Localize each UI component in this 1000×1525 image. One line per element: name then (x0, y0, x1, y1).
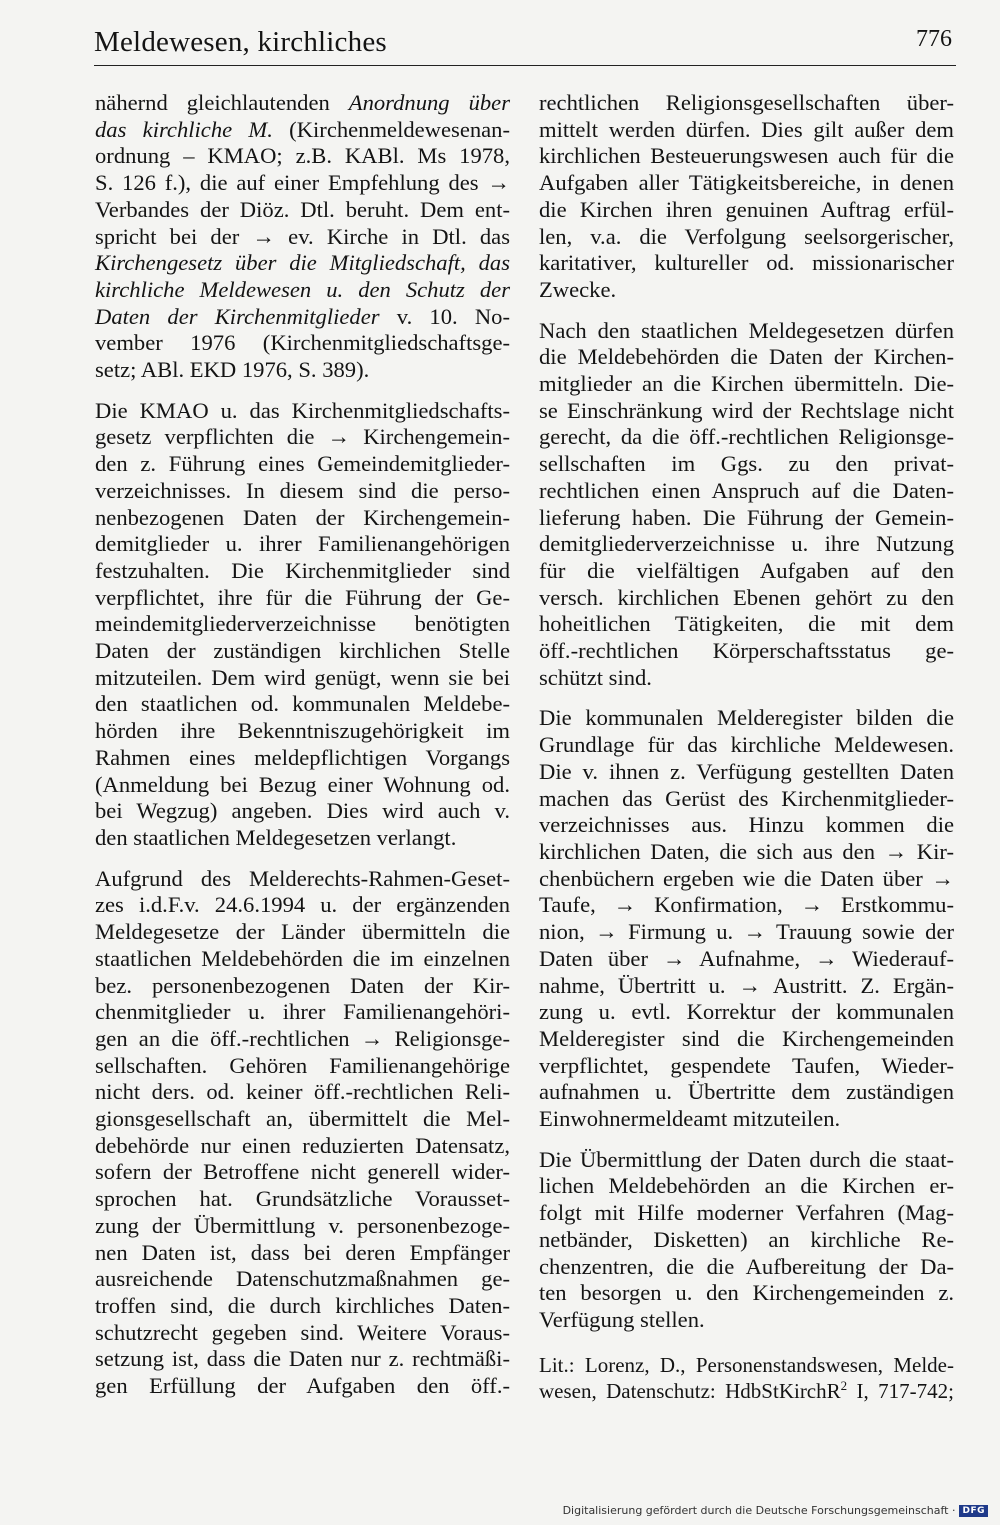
text-line: festzuhalten. Die Kirchenmitglieder sind (95, 557, 510, 583)
text-line: hörden ihre Bekenntniszugehörigkeit im (95, 718, 510, 744)
left-paragraph-3 (95, 866, 510, 1400)
text-line: Nach den staatlichen Meldegesetzen dürfen (539, 317, 954, 343)
text-line: Rahmen eines meldepflichtigen Vorgangs (95, 744, 510, 770)
digitization-footer (563, 1504, 988, 1517)
text-line: setzung ist, dass die Daten nur z. rechtmäßi- (95, 1346, 510, 1372)
running-title: Meldewesen, kirchliches (94, 26, 387, 58)
text-line: aufnahmen u. Übertritte dem zuständigen (539, 1079, 954, 1105)
text-line: Verfügung stellen. (539, 1306, 705, 1332)
text-line: Aufgrund des Melderechts-Rahmen-Geset- (95, 865, 510, 891)
text-line: staatlichen Meldebehörden die im einzelnen (95, 945, 510, 971)
text-line: spricht bei der → ev. Kirche in Dtl. das (95, 223, 510, 249)
text-line: ten besorgen u. den Kirchengemeinden z. (539, 1280, 954, 1306)
text-line: für die vielfältigen Aufgaben auf den (539, 557, 954, 583)
text-line: ausreichende Datenschutzmaßnahmen ge- (95, 1266, 510, 1292)
text-line: zes i.d.F.v. 24.6.1994 u. der ergänzenden (95, 892, 510, 918)
text-line: bei Wegzug) angeben. Dies wird auch v. (95, 798, 510, 824)
text-line: lieferung haben. Die Führung der Gemein- (539, 504, 954, 530)
text-line: sofern der Betroffene nicht generell wider- (95, 1159, 510, 1185)
right-paragraph-3 (539, 705, 954, 1132)
dfg-logo: DFG (959, 1505, 988, 1517)
text-line: machen das Gerüst des Kirchenmitglieder- (539, 785, 954, 811)
text-line: demitgliederverzeichnisse u. ihre Nutzung (539, 531, 954, 557)
text-line: kirchlichen Daten, die sich aus den → Kir- (539, 838, 954, 864)
text-line: gerecht, da die öff.-rechtlichen Religionsge- (539, 424, 954, 450)
text-line: versch. kirchlichen Ebenen gehört zu den (539, 584, 954, 610)
text-line: kirchliche Meldewesen u. den Schutz der (95, 276, 510, 302)
text-line: verzeichnisses. In diesem sind die perso- (95, 477, 510, 503)
text-line: nion, → Firmung u. → Trauung sowie der (539, 919, 954, 945)
text-line: Einwohnermeldeamt mitzuteilen. (539, 1106, 841, 1132)
text-line: Daten über → Aufnahme, → Wiederauf- (539, 945, 954, 971)
left-paragraph-1 (95, 90, 510, 384)
text-line: vember 1976 (Kirchenmitgliedschaftsge- (95, 330, 510, 356)
text-line: Die v. ihnen z. Verfügung gestellten Daten (539, 758, 954, 784)
text-line: die Meldebehörden die Daten der Kirchen- (539, 344, 954, 370)
text-line: verpflichtet, gespendete Taufen, Wieder- (539, 1052, 954, 1078)
right-paragraph-2 (539, 318, 954, 692)
text-line: mitzuteilen. Dem wird genügt, wenn sie bei (95, 664, 510, 690)
text-line: sellschaften im Ggs. zu den privat- (539, 451, 954, 477)
text-line: hoheitlichen Tätigkeiten, die mit dem (539, 611, 954, 637)
text-line: sellschaften. Gehören Familienangehörige (95, 1052, 510, 1078)
text-line: (Anmeldung bei Bezug einer Wohnung od. (95, 771, 510, 797)
text-line: Grundlage für das kirchliche Meldewesen. (539, 732, 954, 758)
text-line: gionsgesellschaft an, übermittelt die Mel- (95, 1106, 510, 1132)
text-line: zung u. evtl. Korrektur der kommunalen (539, 999, 954, 1025)
text-line: den staatlichen Meldegesetzen verlangt. (95, 824, 457, 850)
text-line: nen Daten ist, dass bei deren Empfänger (95, 1239, 510, 1265)
text-line: se Einschränkung wird der Rechtslage nicht (539, 397, 954, 423)
text-line: verzeichnisses aus. Hinzu kommen die (539, 812, 954, 838)
text-line: schutzrecht gegeben sind. Weitere Voraus- (95, 1319, 510, 1345)
text-line: nahme, Übertritt u. → Austritt. Z. Ergän- (539, 972, 954, 998)
text-line: sprochen hat. Grundsätzliche Vorausset- (95, 1186, 510, 1212)
text-line: Lit.: Lorenz, D., Personenstandswesen, Melde- (539, 1352, 954, 1377)
text-line: kirchlichen Besteuerungswesen auch für die (539, 143, 954, 169)
literature-reference (539, 1352, 954, 1404)
text-line: verpflichtet, ihre für die Führung der Ge- (95, 584, 510, 610)
text-line: rechtlichen einen Anspruch auf die Daten- (539, 477, 954, 503)
text-line: Meldegesetze der Länder übermitteln die (95, 919, 510, 945)
text-line: debehörde nur einen reduzierten Datensatz, (95, 1132, 510, 1158)
text-line: Taufe, → Konfirmation, → Erstkommu- (539, 892, 954, 918)
text-line: die Kirchen ihren genuinen Auftrag erfül- (539, 196, 954, 222)
text-line: ordnung – KMAO; z.B. KABl. Ms 1978, (95, 143, 510, 169)
header-rule (94, 65, 956, 66)
left-column (95, 90, 510, 1414)
text-line: lichen Meldebehörden an die Kirchen er- (539, 1173, 954, 1199)
left-paragraph-2 (95, 398, 510, 852)
text-line: Zwecke. (539, 276, 617, 302)
text-line: nenbezogenen Daten der Kirchengemein- (95, 504, 510, 530)
text-line: setz; ABl. EKD 1976, S. 389). (95, 357, 370, 383)
text-line: den z. Führung eines Gemeindemitglieder- (95, 451, 510, 477)
text-line: bez. personenbezogenen Daten der Kir- (95, 972, 510, 998)
text-line: demitglieder u. ihrer Familienangehörigen (95, 531, 510, 557)
text-line: mittelt werden dürfen. Dies gilt außer dem (539, 116, 954, 142)
text-line: das kirchliche M. (Kirchenmeldewesenan- (95, 116, 510, 142)
text-line: rechtlichen Religionsgesellschaften über- (539, 90, 954, 115)
text-line: schützt sind. (539, 664, 652, 690)
page-number: 776 (916, 26, 952, 52)
right-paragraph-1 (539, 90, 954, 304)
text-line: Daten der zuständigen kirchlichen Stelle (95, 638, 510, 664)
text-line: gen Erfüllung der Aufgaben den öff.- (95, 1373, 510, 1399)
right-column (539, 90, 954, 1404)
text-line: Die Übermittlung der Daten durch die staat- (539, 1146, 954, 1172)
text-line: gen an die öff.-rechtlichen → Religionsge- (95, 1025, 510, 1051)
text-line: wesen, Datenschutz: HdbStKirchR$^2$ I, 717-742; (539, 1377, 954, 1403)
text-line: Kirchengesetz über die Mitgliedschaft, das (95, 250, 510, 276)
text-line: zung der Übermittlung v. personenbezoge- (95, 1212, 510, 1238)
text-line: öff.-rechtlichen Körperschaftsstatus ge- (539, 638, 954, 664)
text-line: Daten der Kirchenmitglieder v. 10. No- (95, 303, 510, 329)
text-line: Die kommunalen Melderegister bilden die (539, 705, 954, 731)
text-line: S. 126 f.), die auf einer Empfehlung des → (95, 170, 510, 196)
text-line: len, v.a. die Verfolgung seelsorgerischer, (539, 223, 954, 249)
running-header (94, 24, 956, 64)
text-line: Aufgaben aller Tätigkeitsbereiche, in denen (539, 170, 954, 196)
right-paragraph-4 (539, 1147, 954, 1334)
text-line: gesetz verpflichten die → Kirchengemein- (95, 424, 510, 450)
text-line: Die KMAO u. das Kirchenmitgliedschafts- (95, 397, 510, 423)
text-line: folgt mit Hilfe moderner Verfahren (Mag- (539, 1200, 954, 1226)
text-line: chenbüchern ergeben wie die Daten über → (539, 865, 954, 891)
text-line: karitativer, kultureller od. missionarischer (539, 250, 954, 276)
text-line: troffen sind, die durch kirchliches Daten- (95, 1292, 510, 1318)
text-line: Melderegister sind die Kirchengemeinden (539, 1025, 954, 1051)
text-line: nicht ders. od. keiner öff.-rechtlichen Reli- (95, 1079, 510, 1105)
text-line: nähernd gleichlautenden Anordnung über (95, 90, 510, 115)
footer-text: Digitalisierung gefördert durch die Deutsche Forschungsgemeinschaft · (562, 1504, 956, 1517)
text-line: mitglieder an die Kirchen übermitteln. Die- (539, 371, 954, 397)
text-line: netbänder, Disketten) an kirchliche Re- (539, 1226, 954, 1252)
text-line: Verbandes der Diöz. Dtl. beruht. Dem ent- (95, 196, 510, 222)
text-line: den staatlichen od. kommunalen Meldebe- (95, 691, 510, 717)
text-line: chenmitglieder u. ihrer Familienangehöri- (95, 999, 510, 1025)
text-line: meindemitgliederverzeichnisse benötigten (95, 611, 510, 637)
text-line: chenzentren, die die Aufbereitung der Da- (539, 1253, 954, 1279)
